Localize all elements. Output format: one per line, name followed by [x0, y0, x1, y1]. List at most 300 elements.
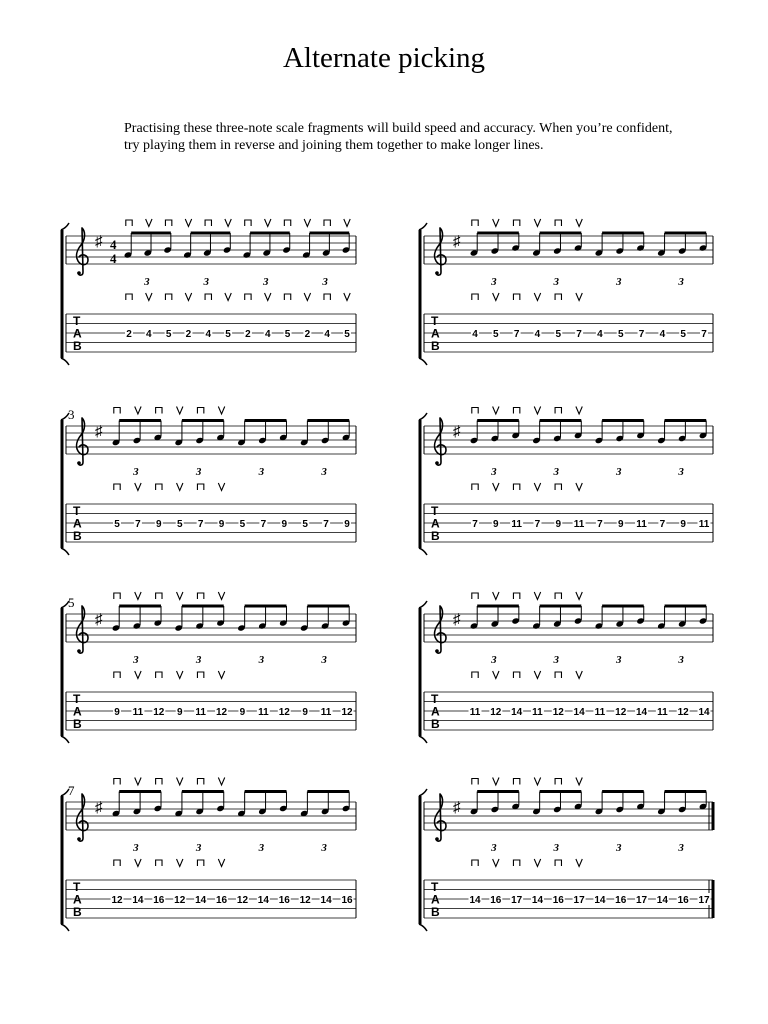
note-above-downstroke-icon [555, 779, 561, 785]
key-signature-sharp: ♯ [453, 424, 461, 440]
tab-above-downstroke-icon [245, 294, 251, 300]
tuplet-number: 3 [491, 654, 497, 666]
fret-number: 11 [132, 707, 144, 718]
fret-number: 11 [657, 707, 668, 718]
fret-number: 7 [659, 519, 666, 530]
tab-above-upstroke-icon [304, 293, 310, 301]
note-above-downstroke-icon [555, 220, 561, 226]
fret-number: 16 [677, 895, 689, 906]
triplet-group [470, 421, 520, 479]
note-above-upstroke-icon [218, 407, 224, 415]
tab-letter-b: B [431, 905, 440, 919]
tab-above-upstroke-icon [225, 293, 231, 301]
note-above-upstroke-icon [185, 219, 191, 227]
tab-above-upstroke-icon [185, 293, 191, 301]
fret-number: 12 [111, 895, 123, 906]
fret-number: 9 [114, 707, 120, 718]
fret-number: 9 [302, 707, 308, 718]
tuplet-number: 3 [553, 276, 560, 288]
tab-above-upstroke-icon [177, 859, 183, 867]
triplet-group [532, 606, 582, 666]
fret-number: 7 [638, 329, 645, 340]
fret-number: 16 [615, 895, 627, 906]
tab-letter-a: A [73, 892, 82, 907]
bracket-hook-bottom [61, 736, 69, 743]
key-signature-sharp: ♯ [453, 234, 461, 250]
fret-number: 11 [594, 707, 606, 718]
triplet-group [657, 421, 707, 479]
fret-number: 7 [576, 329, 582, 340]
fret-number: 12 [490, 707, 502, 718]
note-above-upstroke-icon [576, 219, 582, 227]
page-title: Alternate picking [282, 42, 486, 74]
triplet-group [300, 421, 350, 479]
fret-number: 7 [534, 519, 541, 530]
fret-number: 12 [278, 707, 290, 718]
tab-letter-b: B [73, 905, 82, 919]
fret-number: 9 [218, 519, 225, 530]
note-above-upstroke-icon [493, 219, 499, 227]
tab-above-downstroke-icon [555, 860, 561, 866]
fret-number: 5 [302, 519, 308, 530]
triplet-group [237, 421, 287, 479]
note-above-upstroke-icon [218, 778, 224, 786]
fret-number: 5 [239, 519, 246, 530]
fret-number: 14 [531, 895, 544, 906]
fret-number: 17 [635, 895, 648, 906]
tab-letter-t: T [431, 314, 439, 328]
note-above-downstroke-icon [114, 408, 120, 414]
tab-letter-b: B [73, 529, 82, 543]
fret-number: 11 [698, 519, 710, 530]
tab-letter-a: A [73, 516, 82, 531]
tuplet-number: 3 [615, 654, 622, 666]
fret-number: 17 [573, 895, 585, 906]
fret-number: 16 [341, 895, 353, 906]
fret-number: 2 [185, 329, 192, 340]
tuplet-number: 3 [553, 842, 560, 854]
tab-above-upstroke-icon [218, 859, 224, 867]
tab-letter-t: T [431, 504, 439, 518]
note-above-downstroke-icon [513, 220, 519, 226]
triplet-group [470, 233, 520, 288]
fret-number: 4 [205, 329, 212, 340]
note-above-downstroke-icon [513, 779, 519, 785]
fret-number: 5 [493, 329, 499, 340]
tuplet-number: 3 [262, 276, 269, 288]
fret-number: 9 [156, 519, 162, 530]
note-above-downstroke-icon [513, 408, 519, 414]
note-above-downstroke-icon [472, 593, 478, 599]
tab-above-upstroke-icon [576, 483, 582, 491]
tab-letter-t: T [73, 692, 81, 706]
note-above-upstroke-icon [534, 219, 540, 227]
bracket-hook-top [419, 601, 427, 608]
treble-clef-icon [77, 228, 88, 275]
note-above-downstroke-icon [197, 593, 203, 599]
tuplet-number: 3 [553, 466, 560, 478]
system-1-bar-2 [419, 219, 713, 365]
note-above-upstroke-icon [218, 592, 224, 600]
tab-letter-b: B [431, 717, 440, 731]
tab-letter-b: B [431, 529, 440, 543]
tab-letter-t: T [73, 314, 81, 328]
fret-number: 9 [344, 519, 350, 530]
fret-number: 7 [513, 329, 520, 340]
tuplet-number: 3 [258, 842, 265, 854]
fret-number: 5 [617, 329, 624, 340]
fret-number: 5 [680, 329, 686, 340]
fret-number: 14 [656, 895, 668, 906]
fret-number: 9 [176, 707, 183, 718]
tab-above-downstroke-icon [472, 294, 478, 300]
tab-above-upstroke-icon [218, 483, 224, 491]
tuplet-number: 3 [491, 842, 497, 854]
fret-number: 12 [341, 707, 353, 718]
fret-number: 2 [245, 329, 251, 340]
note-above-downstroke-icon [156, 593, 162, 599]
fret-number: 11 [320, 707, 332, 718]
note-above-downstroke-icon [555, 593, 561, 599]
fret-number: 7 [135, 519, 141, 530]
triplet-group [174, 421, 224, 479]
note-above-upstroke-icon [493, 778, 499, 786]
tab-above-downstroke-icon [114, 672, 120, 678]
note-above-upstroke-icon [493, 407, 499, 415]
tab-above-upstroke-icon [534, 671, 540, 679]
note-above-downstroke-icon [555, 408, 561, 414]
tab-above-downstroke-icon [126, 294, 132, 300]
tab-above-upstroke-icon [576, 859, 582, 867]
fret-number: 14 [257, 895, 269, 906]
fret-number: 5 [344, 329, 350, 340]
triplet-group [657, 606, 707, 666]
tuplet-number: 3 [258, 466, 265, 478]
tuplet-number: 3 [491, 276, 497, 288]
tab-above-upstroke-icon [576, 671, 582, 679]
fret-number: 7 [701, 329, 707, 340]
tab-above-upstroke-icon [218, 671, 224, 679]
bracket-hook-bottom [61, 548, 69, 555]
tab-above-upstroke-icon [344, 293, 350, 301]
tuplet-number: 3 [615, 466, 622, 478]
fret-number: 7 [260, 519, 267, 530]
time-signature-top: 4 [110, 237, 117, 252]
tab-letter-t: T [73, 504, 81, 518]
fret-number: 11 [258, 707, 269, 718]
note-above-upstroke-icon [265, 219, 271, 227]
triplet-group [237, 606, 287, 666]
tab-above-upstroke-icon [534, 859, 540, 867]
tab-above-downstroke-icon [284, 294, 290, 300]
bracket-hook-bottom [419, 736, 427, 743]
triplet-group [112, 606, 162, 666]
note-above-upstroke-icon [534, 592, 540, 600]
tuplet-number: 3 [678, 466, 684, 478]
tab-above-downstroke-icon [513, 672, 519, 678]
tuplet-number: 3 [133, 466, 139, 478]
triplet-group [532, 421, 582, 479]
fret-number: 4 [264, 329, 271, 340]
fret-number: 9 [239, 707, 246, 718]
key-signature-sharp: ♯ [95, 612, 103, 628]
tab-above-downstroke-icon [114, 484, 120, 490]
tab-letter-t: T [431, 692, 439, 706]
fret-number: 16 [552, 895, 564, 906]
tuplet-number: 3 [133, 842, 139, 854]
fret-number: 2 [304, 329, 311, 340]
tab-letter-a: A [431, 516, 440, 531]
bracket-hook-bottom [61, 924, 69, 931]
fret-number: 11 [532, 707, 543, 718]
tuplet-number: 3 [678, 276, 684, 288]
fret-number: 11 [195, 707, 206, 718]
fret-number: 12 [215, 707, 228, 718]
note-above-downstroke-icon [245, 220, 251, 226]
triplet-group [112, 421, 162, 479]
note-above-downstroke-icon [284, 220, 290, 226]
tab-above-downstroke-icon [513, 294, 519, 300]
fret-number: 11 [573, 519, 585, 530]
tab-above-upstroke-icon [177, 483, 183, 491]
bracket-hook-bottom [61, 358, 69, 365]
note-above-downstroke-icon [156, 408, 162, 414]
tab-letter-a: A [73, 326, 82, 341]
tab-letter-a: A [431, 704, 440, 719]
tuplet-number: 3 [195, 466, 202, 478]
fret-number: 12 [615, 707, 627, 718]
tab-letter-a: A [431, 892, 440, 907]
key-signature-sharp: ♯ [95, 424, 103, 440]
tab-above-downstroke-icon [114, 860, 120, 866]
triplet-group [595, 421, 645, 479]
fret-number: 14 [320, 895, 332, 906]
note-above-upstroke-icon [135, 592, 141, 600]
tab-letter-b: B [73, 717, 82, 731]
triplet-group [302, 233, 350, 288]
fret-number: 9 [617, 519, 624, 530]
tuplet-number: 3 [144, 276, 150, 288]
tab-letter-b: B [73, 339, 82, 353]
tuplet-number: 3 [195, 654, 202, 666]
triplet-group [124, 233, 172, 288]
note-above-downstroke-icon [114, 779, 120, 785]
fret-number: 14 [132, 895, 144, 906]
system-1 [61, 219, 713, 365]
fret-number: 11 [511, 519, 522, 530]
tab-above-upstroke-icon [177, 671, 183, 679]
tab-above-upstroke-icon [265, 293, 271, 301]
fret-number: 12 [236, 895, 249, 906]
fret-number: 16 [215, 895, 228, 906]
tab-above-downstroke-icon [555, 294, 561, 300]
fret-number: 14 [195, 895, 207, 906]
fret-number: 14 [698, 707, 710, 718]
fret-number: 12 [153, 707, 165, 718]
tab-letter-a: A [73, 704, 82, 719]
note-above-upstroke-icon [177, 407, 183, 415]
system-3-bar-1 [61, 592, 356, 743]
treble-clef-icon [435, 606, 446, 653]
tuplet-number: 3 [615, 842, 622, 854]
triplet-group [174, 606, 224, 666]
note-above-upstroke-icon [576, 407, 582, 415]
treble-clef-icon [77, 794, 88, 841]
fret-number: 14 [469, 895, 481, 906]
fret-number: 4 [597, 329, 603, 340]
bracket-hook-top [419, 223, 427, 230]
fret-number: 17 [698, 895, 710, 906]
note-above-upstroke-icon [135, 407, 141, 415]
note-above-downstroke-icon [165, 220, 171, 226]
bracket-hook-top [61, 223, 69, 230]
tab-letter-b: B [431, 339, 440, 353]
triplet-group [595, 606, 645, 666]
triplet-group [657, 233, 707, 288]
intro-paragraph: Practising these three-note scale fragments will build speed and accuracy. When you’re confident, try playing them in reverse and joining them together to make longer lines. [124, 121, 673, 153]
measure-number: 7 [68, 783, 75, 798]
tuplet-number: 3 [491, 466, 497, 478]
tuplet-number: 3 [195, 842, 202, 854]
triplet-group [470, 606, 520, 666]
fret-number: 14 [635, 707, 648, 718]
tab-above-upstroke-icon [135, 671, 141, 679]
note-above-downstroke-icon [324, 220, 330, 226]
fret-number: 11 [636, 519, 647, 530]
tab-above-downstroke-icon [324, 294, 330, 300]
tab-letter-a: A [431, 326, 440, 341]
fret-number: 9 [493, 519, 499, 530]
time-signature-bottom: 4 [110, 251, 117, 266]
tab-letter-t: T [73, 880, 81, 894]
note-above-upstroke-icon [493, 592, 499, 600]
fret-number: 12 [174, 895, 186, 906]
system-3 [61, 592, 713, 743]
tuplet-number: 3 [678, 654, 684, 666]
note-above-downstroke-icon [114, 593, 120, 599]
tuplet-number: 3 [203, 276, 210, 288]
note-above-downstroke-icon [472, 408, 478, 414]
fret-number: 5 [114, 519, 120, 530]
tab-letter-t: T [431, 880, 439, 894]
key-signature-sharp: ♯ [95, 234, 103, 250]
tuplet-number: 3 [553, 654, 560, 666]
triplet-group [595, 233, 645, 288]
treble-clef-icon [435, 228, 446, 275]
system-1-bar-1 [61, 219, 356, 365]
fret-number: 14 [594, 895, 606, 906]
fret-number: 9 [281, 519, 288, 530]
fret-number: 5 [555, 329, 562, 340]
treble-clef-icon [77, 606, 88, 653]
bracket-hook-top [419, 789, 427, 796]
fret-number: 5 [225, 329, 231, 340]
tab-above-upstroke-icon [493, 293, 499, 301]
tab-above-downstroke-icon [555, 672, 561, 678]
tuplet-number: 3 [322, 276, 328, 288]
fret-number: 12 [299, 895, 311, 906]
tab-above-downstroke-icon [472, 860, 478, 866]
bracket-hook-bottom [419, 358, 427, 365]
tab-above-downstroke-icon [156, 484, 162, 490]
treble-clef-icon [435, 418, 446, 465]
note-above-upstroke-icon [534, 407, 540, 415]
fret-number: 5 [165, 329, 172, 340]
tab-above-downstroke-icon [156, 860, 162, 866]
triplet-group [300, 606, 350, 666]
fret-number: 11 [469, 707, 481, 718]
note-above-downstroke-icon [156, 779, 162, 785]
fret-number: 12 [677, 707, 689, 718]
fret-number: 5 [284, 329, 291, 340]
note-above-downstroke-icon [205, 220, 211, 226]
tab-above-upstroke-icon [135, 859, 141, 867]
fret-number: 2 [126, 329, 132, 340]
note-above-downstroke-icon [197, 779, 203, 785]
note-above-upstroke-icon [177, 778, 183, 786]
fret-number: 12 [552, 707, 564, 718]
tab-above-upstroke-icon [534, 293, 540, 301]
tuplet-number: 3 [321, 842, 327, 854]
note-above-upstroke-icon [576, 778, 582, 786]
tab-above-downstroke-icon [555, 484, 561, 490]
tab-above-downstroke-icon [472, 672, 478, 678]
fret-number: 17 [511, 895, 523, 906]
fret-number: 14 [511, 707, 523, 718]
note-above-upstroke-icon [576, 592, 582, 600]
note-above-upstroke-icon [135, 778, 141, 786]
tab-above-downstroke-icon [156, 672, 162, 678]
system-3-bar-2 [419, 592, 713, 743]
tuplet-number: 3 [258, 654, 265, 666]
system-4 [61, 778, 713, 932]
triplet-group [183, 233, 231, 288]
fret-number: 7 [197, 519, 204, 530]
note-above-upstroke-icon [225, 219, 231, 227]
note-above-downstroke-icon [472, 779, 478, 785]
note-above-downstroke-icon [472, 220, 478, 226]
tab-above-upstroke-icon [493, 859, 499, 867]
system-2-bar-1 [61, 407, 356, 556]
bracket-hook-top [419, 413, 427, 420]
fret-number: 16 [278, 895, 290, 906]
fret-number: 14 [573, 707, 585, 718]
note-above-upstroke-icon [344, 219, 350, 227]
treble-clef-icon [435, 794, 446, 841]
bracket-hook-bottom [419, 548, 427, 555]
fret-number: 9 [680, 519, 686, 530]
tab-above-downstroke-icon [513, 860, 519, 866]
fret-number: 4 [534, 329, 541, 340]
tab-above-upstroke-icon [493, 483, 499, 491]
fret-number: 7 [597, 519, 603, 530]
fret-number: 16 [490, 895, 502, 906]
measure-number: 3 [68, 407, 75, 422]
system-2-bar-2 [419, 407, 713, 556]
tab-above-upstroke-icon [493, 671, 499, 679]
fret-number: 4 [472, 329, 478, 340]
bracket-hook-bottom [419, 924, 427, 931]
note-above-upstroke-icon [304, 219, 310, 227]
note-above-upstroke-icon [177, 592, 183, 600]
system-4-bar-2 [419, 778, 713, 932]
fret-number: 9 [555, 519, 562, 530]
tuplet-number: 3 [133, 654, 139, 666]
fret-number: 4 [146, 329, 152, 340]
tab-above-downstroke-icon [197, 484, 203, 490]
fret-number: 4 [324, 329, 330, 340]
tab-above-upstroke-icon [135, 483, 141, 491]
